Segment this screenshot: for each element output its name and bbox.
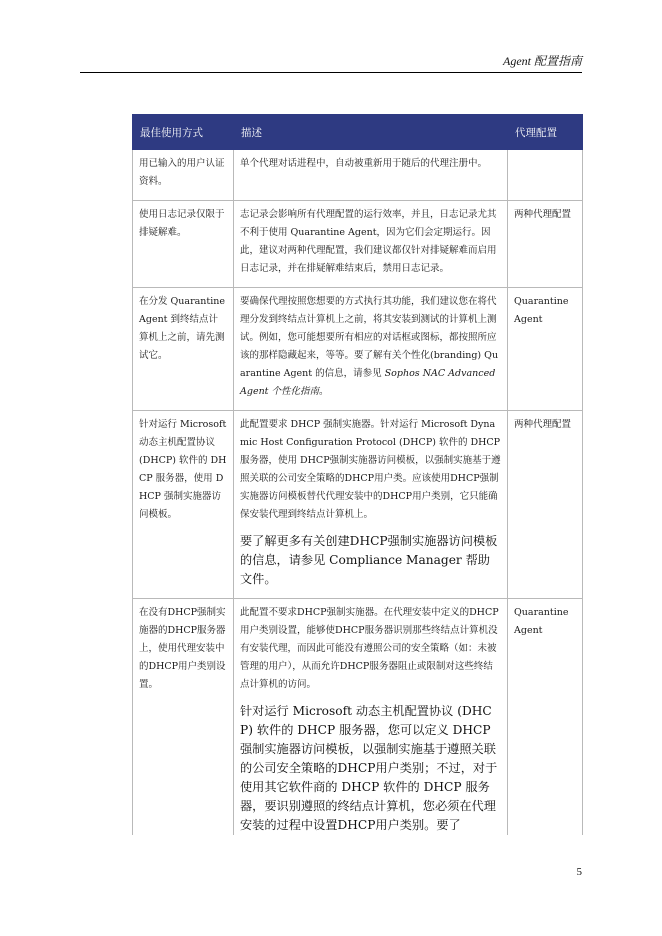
header-rule [80,72,582,73]
cell-description [234,599,508,836]
cell-config: 两种代理配置 [508,411,583,599]
cell-config [508,150,583,201]
description-text: 要确保代理按照您想要的方式执行其功能，我们建议您在将代理分发到终结点计算机上之前，将其安装到测试的计算机上测试。例如，您可能想要所有相应的对话框或图标，都按照所应该的那样隐藏起来，等等。要了解有关个性化(branding) Quarantine Agent 的信息，请参见 [240,296,499,379]
description-text: 此配置不要求DHCP强制实施器。在代理安装中定义的DHCP用户类别设置，能够使DHCP服务器识别那些终结点计算机没有安装代理，而因此可能没有遵照公司的安全策略（如：未被管理的用户），从而允许DHCP服务器阻止或限制对这些终结点计算机的访问。 [240,607,499,690]
cell-description [234,411,508,599]
cell-config: 两种代理配置 [508,201,583,288]
cell-description [234,288,508,411]
cell-config: Quarantine Agent [508,599,583,836]
page-number: 5 [576,866,582,878]
cell-usage: 使用日志记录仅限于排疑解难。 [133,201,234,288]
table-row [133,599,583,836]
table-row [133,201,583,288]
best-practices-table [132,114,583,835]
table-header-row [133,115,583,150]
header-usage: 最佳使用方式 [133,115,234,150]
description-text-end: 。 [319,386,329,397]
table-row [133,411,583,599]
header-config: 代理配置 [508,115,583,150]
cell-usage: 针对运行 Microsoft 动态主机配置协议 (DHCP) 软件的 DHCP 服务器，使用 DHCP 强制实施器访问模板。 [133,411,234,599]
cell-description: 志记录会影响所有代理配置的运行效率，并且，日志记录尤其不利于使用 Quarantine Agent，因为它们会定期运行。因此，建议对两种代理配置，我们建议都仅针对排疑解难而启用日志记录，并在排疑解难结束后，禁用日志记录。 [234,201,508,288]
table-row [133,288,583,411]
guide-reference: Sophos NAC Advanced Agent 个性化指南 [240,368,496,397]
description-note: 针对运行 Microsoft 动态主机配置协议 (DHCP) 软件的 DHCP 服务器，您可以定义 DHCP 强制实施器访问模板，以强制实施基于遵照关联的公司安全策略的DHCP用户类别；不过，对于使用其它软件商的 DHCP 软件的 DHCP 服务器，要识别遵照的终结点计算机，您必须在代理安装的过程中设置DHCP用户类别。要了 [240,704,498,832]
cell-description: 单个代理对话进程中，自动被重新用于随后的代理注册中。 [234,150,508,201]
running-header-title: Agent 配置指南 [503,54,582,68]
cell-config: Quarantine Agent [508,288,583,411]
cell-usage: 用已输入的用户认证资料。 [133,150,234,201]
table-row [133,150,583,201]
description-note: 要了解更多有关创建DHCP强制实施器访问模板的信息，请参见 Compliance Manager 帮助文件。 [240,534,498,586]
description-text: 此配置要求 DHCP 强制实施器。针对运行 Microsoft Dynamic Host Configuration Protocol (DHCP) 软件的 DHCP服务器，使用 DHCP强制实施器访问模板，以强制实施基于遵照关联的公司安全策略的DHCP用户类。应该使用DHCP强制实施器访问模板替代代理安装中的DHCP用户类别，它只能确保安装代理到终结点计算机上。 [240,419,501,520]
header-description: 描述 [234,115,508,150]
cell-usage: 在没有DHCP强制实施器的DHCP服务器上，使用代理安装中的DHCP用户类别设置。 [133,599,234,836]
cell-usage: 在分发 Quarantine Agent 到终结点计算机上之前，请先测试它。 [133,288,234,411]
